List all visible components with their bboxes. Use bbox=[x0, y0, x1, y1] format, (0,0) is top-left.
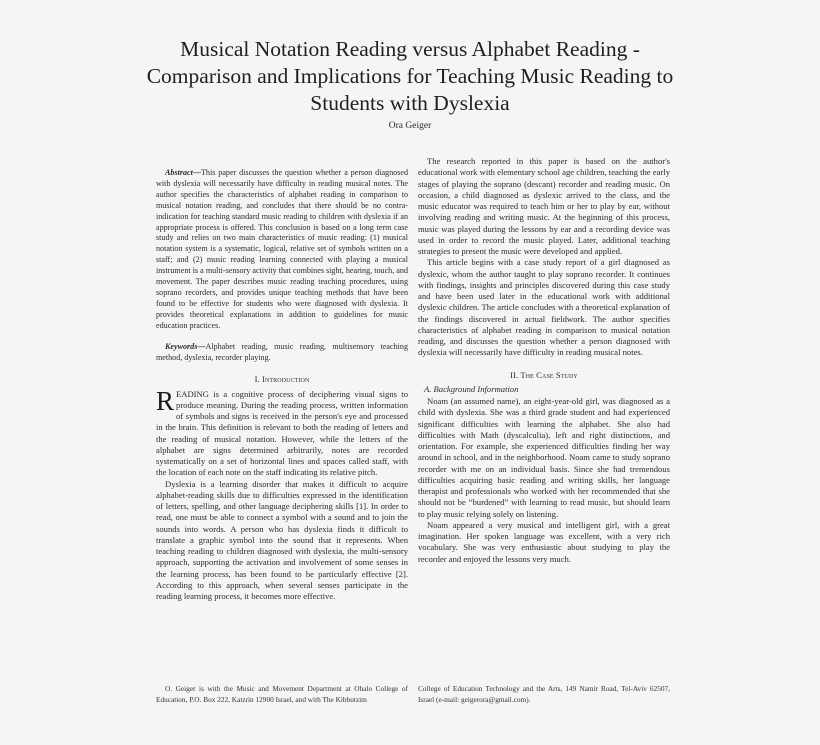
case-paragraph-1: Noam (an assumed name), an eight-year-old girl, was diagnosed as a child with dyslexia. She was a third grade student and had experienced significant difficulties with learning the alphabet. She also had difficulties with Math (dyscalculia), left and right distinctions, and orientation. For example, she experienced difficulties finding her way around in school, and in the neighborhood. Noam came to study soprano recorder with me on an individual basis. Since she had tremendous difficulties acquiring basic reading and writing skills, her language therapist and professionals who worked with her recommended that she should not be “burdened” with learning to read music, but should learn to play music relying solely on listening. bbox=[418, 396, 670, 519]
left-column bbox=[156, 168, 408, 602]
keywords-label: Keywords— bbox=[165, 341, 206, 351]
author-footnote-part-1: O. Geiger is with the Music and Movement Department at Ohalo College of Education, P.O. Box 222, Katzrin 12900 Israel, and with The Kibbutzim bbox=[156, 684, 408, 704]
drop-cap: R bbox=[156, 385, 175, 416]
intro-paragraph-1 bbox=[156, 385, 408, 479]
body-paragraph-2: This article begins with a case study report of a girl diagnosed as dyslexic, whom the author taught to play soprano recorder. It continues with findings, insights and principles discovered during this case study and have been used later in the educational work with additional dyslexic children. The article concludes with a theoretical explanation of the findings discovered in actual fieldwork. The author specifies characteristics of alphabet reading in comparison to musical notation reading, and discusses the question whether a person diagnosed with dyslexia will necessarily have difficulty in reading musical notes. bbox=[418, 257, 670, 358]
paper-title: Musical Notation Reading versus Alphabet Reading - Comparison and Implications for Teaching Music Reading to Students with Dyslexia bbox=[146, 37, 674, 115]
intro-paragraph-1-text: EADING is a cognitive process of deciphering visual signs to produce meaning. During the reading process, written information of symbols and signs is received in the person's eye and processed in the brain. This definition is relevant to both the reading of letters and the reading of musical notation. However, while the letters of the alphabet are signs determined arbitrarily, notes are recorded systematically on a set of horizontal lines and spaces called staff, with the location of each note on the staff indicating its relative pitch. bbox=[156, 388, 408, 478]
intro-paragraph-2: Dyslexia is a learning disorder that makes it difficult to acquire alphabet-reading skills due to difficulties expressed in the identification of letters, spelling, and other language deciphering skills [1]. In order to read, one must be able to connect a symbol with a sound and to join the sounds into words. A person who has dyslexia finds it difficult to translate a graphic symbol into the sound that it represents. When teaching reading to children diagnosed with dyslexia, the multi-sensory approach, supporting the activation and involvement of some senses in the learning process, has been found to be particularly effective [2]. According to this approach, when several senses participate in the reading learning process, it becomes more effective. bbox=[156, 478, 408, 602]
abstract bbox=[156, 168, 408, 332]
body-paragraph-1: The research reported in this paper is based on the author's educational work with elementary school age children, teaching the early stages of playing the soprano (descant) recorder and reading music. On occasion, a child diagnosed as dyslexic arrived to the class, and the music educator was required to teach him or her to play by ear, without involving reading and writing music. At the beginning of this process, music was played during the lessons by ear and a recording device was used in order to record the music played. Later, additional teaching strategies to present the music were developed and applied. bbox=[418, 156, 670, 256]
author-name: Ora Geiger bbox=[388, 121, 432, 131]
case-paragraph-2: Noam appeared a very musical and intelligent girl, with a great imagination. Her spoken language was excellent, with a very rich vocabulary. She was very enthusiastic about studying to play the recorder and enjoyed the lessons very much. bbox=[418, 519, 670, 564]
section-heading-case-study: II. The Case Study bbox=[510, 369, 578, 380]
abstract-text: This paper discusses the question whether a person diagnosed with dyslexia will necessarily have difficulty in reading musical notes. The author specifies the characteristics of alphabet reading in comparison to musical notation reading, and concludes that there should be no contra-indication for teaching standard music reading to children with dyslexia if an appropriate process is offered. This conclusion is based on a long term case study and relies on two main characteristics of music reading: (1) musical notation system is a systematic, logical, relative set of symbols written on a staff; and (2) music reading learning connected with playing a musical instrument is a multi-sensory activity that combines sight, hearing, touch, and movement. The paper describes music reading teaching procedures, using soprano recorders, and provides unique teaching methods that have been found to be effective for students who were diagnosed with dyslexia. It provides theoretical explanations in addition to guidelines for music education practices. bbox=[156, 168, 408, 330]
right-column bbox=[418, 156, 670, 565]
keywords-text: Alphabet reading, music reading, multisensory teaching method, dyslexia, recorder playing. bbox=[156, 341, 408, 362]
author-footnote-part-2: College of Education Technology and the Arts, 149 Namir Road, Tel-Aviv 62507, Israel (e-mail: geigerora@gmail.com). bbox=[418, 684, 670, 704]
keywords bbox=[156, 342, 408, 364]
abstract-label: Abstract— bbox=[165, 168, 201, 177]
subsection-heading-background: A. Background Information bbox=[424, 383, 519, 394]
section-heading-introduction: I. Introduction bbox=[254, 374, 310, 385]
